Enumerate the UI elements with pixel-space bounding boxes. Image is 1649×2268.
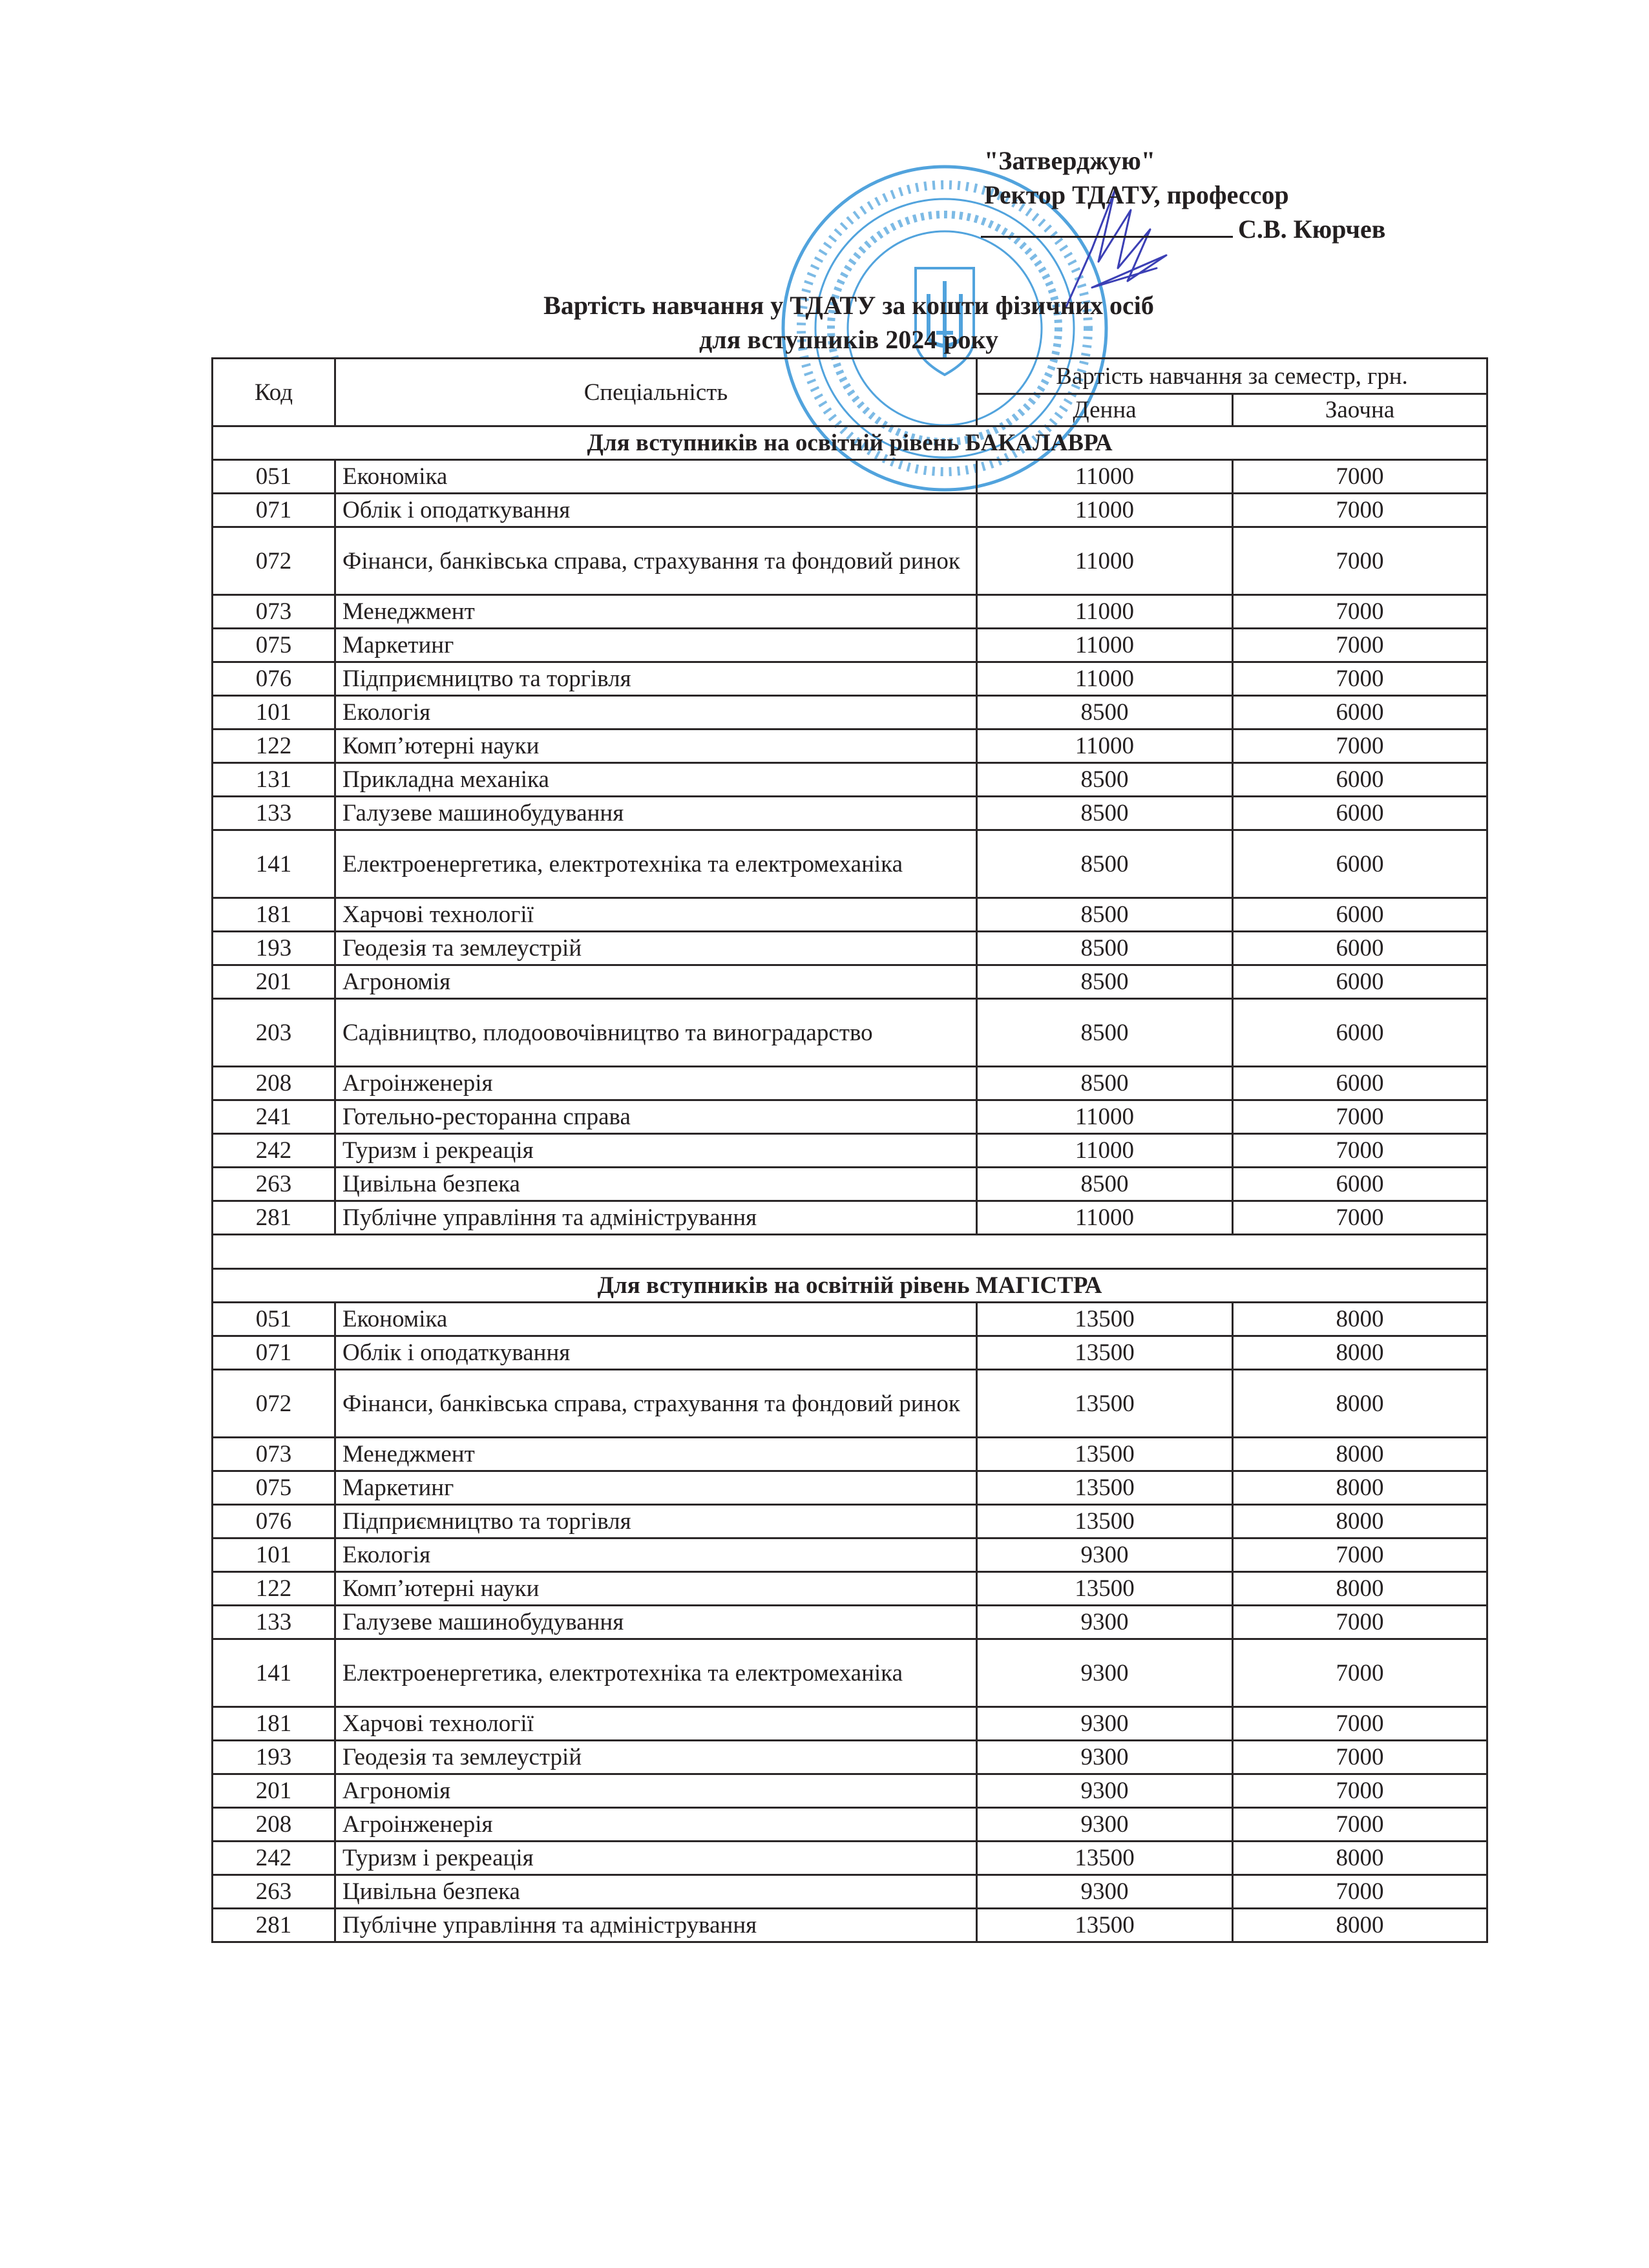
full-time-fee: 13500	[977, 1336, 1233, 1370]
specialty-name: Геодезія та землеустрій	[335, 932, 977, 965]
part-time-fee: 7000	[1233, 629, 1487, 662]
specialty-name: Комп’ютерні науки	[335, 730, 977, 763]
specialty-code: 193	[213, 932, 335, 965]
table-row	[213, 1505, 1487, 1538]
full-time-fee: 9300	[977, 1774, 1233, 1808]
section-header-row	[213, 1269, 1487, 1303]
specialty-name: Галузеве машинобудування	[335, 797, 977, 830]
specialty-code: 101	[213, 1538, 335, 1572]
table-row	[213, 965, 1487, 999]
part-time-fee: 6000	[1233, 1168, 1487, 1201]
table-row	[213, 662, 1487, 696]
table-row	[213, 1438, 1487, 1471]
full-time-fee: 13500	[977, 1909, 1233, 1942]
specialty-code: 051	[213, 1303, 335, 1336]
header-code: Код	[213, 359, 335, 426]
specialty-name: Фінанси, банківська справа, страхування та фондовий ринок	[335, 527, 977, 595]
specialty-name: Підприємництво та торгівля	[335, 1505, 977, 1538]
part-time-fee: 8000	[1233, 1505, 1487, 1538]
full-time-fee: 9300	[977, 1707, 1233, 1741]
specialty-name: Цивільна безпека	[335, 1168, 977, 1201]
specialty-code: 101	[213, 696, 335, 730]
full-time-fee: 8500	[977, 965, 1233, 999]
full-time-fee: 9300	[977, 1538, 1233, 1572]
specialty-name: Харчові технології	[335, 898, 977, 932]
approval-block	[984, 143, 1385, 246]
specialty-code: 072	[213, 1370, 335, 1438]
full-time-fee: 11000	[977, 595, 1233, 629]
part-time-fee: 6000	[1233, 965, 1487, 999]
part-time-fee: 6000	[1233, 797, 1487, 830]
full-time-fee: 8500	[977, 898, 1233, 932]
part-time-fee: 7000	[1233, 662, 1487, 696]
specialty-name: Туризм і рекреація	[335, 1134, 977, 1168]
table-row	[213, 898, 1487, 932]
full-time-fee: 8500	[977, 932, 1233, 965]
part-time-fee: 7000	[1233, 1639, 1487, 1707]
spacer-cell	[213, 1235, 1487, 1269]
part-time-fee: 7000	[1233, 494, 1487, 527]
header-cost: Вартість навчання за семестр, грн.	[977, 359, 1487, 394]
part-time-fee: 6000	[1233, 898, 1487, 932]
full-time-fee: 13500	[977, 1471, 1233, 1505]
part-time-fee: 6000	[1233, 1067, 1487, 1100]
table-row	[213, 1707, 1487, 1741]
table-row	[213, 1134, 1487, 1168]
part-time-fee: 6000	[1233, 696, 1487, 730]
full-time-fee: 11000	[977, 1201, 1233, 1235]
specialty-name: Агрономія	[335, 1774, 977, 1808]
specialty-code: 133	[213, 1606, 335, 1639]
full-time-fee: 11000	[977, 662, 1233, 696]
spacer-row	[213, 1235, 1487, 1269]
full-time-fee: 8500	[977, 763, 1233, 797]
table-row	[213, 830, 1487, 898]
specialty-name: Екологія	[335, 696, 977, 730]
table-row	[213, 1303, 1487, 1336]
part-time-fee: 7000	[1233, 1707, 1487, 1741]
section-header-row	[213, 426, 1487, 460]
approval-position: Ректор ТДАТУ, профессор	[984, 180, 1289, 209]
part-time-fee: 8000	[1233, 1471, 1487, 1505]
specialty-name: Менеджмент	[335, 1438, 977, 1471]
specialty-name: Менеджмент	[335, 595, 977, 629]
specialty-name: Комп’ютерні науки	[335, 1572, 977, 1606]
table-row	[213, 932, 1487, 965]
table-row	[213, 1370, 1487, 1438]
part-time-fee: 7000	[1233, 1808, 1487, 1842]
specialty-code: 076	[213, 662, 335, 696]
full-time-fee: 9300	[977, 1639, 1233, 1707]
full-time-fee: 11000	[977, 1100, 1233, 1134]
header-specialty: Спеціальність	[335, 359, 977, 426]
part-time-fee: 6000	[1233, 830, 1487, 898]
part-time-fee: 8000	[1233, 1909, 1487, 1942]
section-title: Для вступників на освітній рівень МАГІСТРА	[213, 1269, 1487, 1303]
full-time-fee: 11000	[977, 494, 1233, 527]
table-row	[213, 730, 1487, 763]
full-time-fee: 9300	[977, 1606, 1233, 1639]
specialty-name: Підприємництво та торгівля	[335, 662, 977, 696]
specialty-code: 133	[213, 797, 335, 830]
table-row	[213, 999, 1487, 1067]
part-time-fee: 6000	[1233, 763, 1487, 797]
part-time-fee: 7000	[1233, 1134, 1487, 1168]
document-title	[211, 288, 1486, 357]
part-time-fee: 8000	[1233, 1336, 1487, 1370]
table-row	[213, 797, 1487, 830]
table-row	[213, 763, 1487, 797]
specialty-name: Публічне управління та адміністрування	[335, 1909, 977, 1942]
specialty-name: Геодезія та землеустрій	[335, 1741, 977, 1774]
part-time-fee: 7000	[1233, 1741, 1487, 1774]
full-time-fee: 8500	[977, 1067, 1233, 1100]
specialty-name: Цивільна безпека	[335, 1875, 977, 1909]
specialty-name: Маркетинг	[335, 1471, 977, 1505]
part-time-fee: 7000	[1233, 595, 1487, 629]
specialty-name: Фінанси, банківська справа, страхування та фондовий ринок	[335, 1370, 977, 1438]
part-time-fee: 7000	[1233, 527, 1487, 595]
specialty-code: 241	[213, 1100, 335, 1134]
full-time-fee: 9300	[977, 1741, 1233, 1774]
table-row	[213, 527, 1487, 595]
part-time-fee: 7000	[1233, 1538, 1487, 1572]
approval-signature-line	[984, 212, 1385, 246]
signature-underline	[981, 215, 1233, 238]
title-line-2: для вступників 2024 року	[699, 325, 998, 354]
specialty-code: 141	[213, 830, 335, 898]
specialty-name: Економіка	[335, 1303, 977, 1336]
table-row	[213, 1168, 1487, 1201]
specialty-code: 122	[213, 1572, 335, 1606]
table-row	[213, 1639, 1487, 1707]
table-row	[213, 1875, 1487, 1909]
header-part-time: Заочна	[1233, 394, 1487, 426]
table-row	[213, 1067, 1487, 1100]
full-time-fee: 13500	[977, 1505, 1233, 1538]
specialty-name: Агроінженерія	[335, 1808, 977, 1842]
table-row	[213, 1808, 1487, 1842]
table-row	[213, 1201, 1487, 1235]
specialty-code: 242	[213, 1842, 335, 1875]
part-time-fee: 8000	[1233, 1842, 1487, 1875]
part-time-fee: 6000	[1233, 932, 1487, 965]
part-time-fee: 8000	[1233, 1303, 1487, 1336]
part-time-fee: 7000	[1233, 1774, 1487, 1808]
specialty-code: 208	[213, 1067, 335, 1100]
part-time-fee: 7000	[1233, 1606, 1487, 1639]
table-row	[213, 1741, 1487, 1774]
specialty-name: Електроенергетика, електротехніка та електромеханіка	[335, 830, 977, 898]
full-time-fee: 8500	[977, 1168, 1233, 1201]
specialty-code: 201	[213, 965, 335, 999]
part-time-fee: 6000	[1233, 999, 1487, 1067]
specialty-name: Агроінженерія	[335, 1067, 977, 1100]
full-time-fee: 11000	[977, 1134, 1233, 1168]
full-time-fee: 11000	[977, 730, 1233, 763]
specialty-code: 203	[213, 999, 335, 1067]
table-row	[213, 696, 1487, 730]
specialty-code: 075	[213, 1471, 335, 1505]
table-row	[213, 1100, 1487, 1134]
part-time-fee: 7000	[1233, 730, 1487, 763]
specialty-name: Готельно-ресторанна справа	[335, 1100, 977, 1134]
specialty-name: Галузеве машинобудування	[335, 1606, 977, 1639]
specialty-name: Облік і оподаткування	[335, 1336, 977, 1370]
tuition-fees-table	[211, 357, 1488, 1943]
specialty-code: 193	[213, 1741, 335, 1774]
specialty-code: 075	[213, 629, 335, 662]
table-row	[213, 460, 1487, 494]
part-time-fee: 7000	[1233, 1875, 1487, 1909]
specialty-code: 073	[213, 595, 335, 629]
specialty-name: Економіка	[335, 460, 977, 494]
specialty-name: Електроенергетика, електротехніка та електромеханіка	[335, 1639, 977, 1707]
specialty-name: Маркетинг	[335, 629, 977, 662]
part-time-fee: 7000	[1233, 1201, 1487, 1235]
part-time-fee: 8000	[1233, 1370, 1487, 1438]
specialty-code: 122	[213, 730, 335, 763]
full-time-fee: 13500	[977, 1438, 1233, 1471]
full-time-fee: 8500	[977, 797, 1233, 830]
full-time-fee: 8500	[977, 999, 1233, 1067]
specialty-name: Туризм і рекреація	[335, 1842, 977, 1875]
specialty-name: Екологія	[335, 1538, 977, 1572]
table-row	[213, 1842, 1487, 1875]
specialty-code: 263	[213, 1168, 335, 1201]
header-full-time: Денна	[977, 394, 1233, 426]
specialty-name: Прикладна механіка	[335, 763, 977, 797]
specialty-code: 072	[213, 527, 335, 595]
table-row	[213, 629, 1487, 662]
table-row	[213, 1909, 1487, 1942]
full-time-fee: 11000	[977, 460, 1233, 494]
signatory-name: С.В. Кюрчев	[1238, 215, 1386, 244]
table-row	[213, 1572, 1487, 1606]
table-row	[213, 1336, 1487, 1370]
specialty-name: Харчові технології	[335, 1707, 977, 1741]
specialty-code: 141	[213, 1639, 335, 1707]
specialty-code: 281	[213, 1201, 335, 1235]
full-time-fee: 11000	[977, 629, 1233, 662]
specialty-code: 051	[213, 460, 335, 494]
table-row	[213, 1538, 1487, 1572]
full-time-fee: 8500	[977, 830, 1233, 898]
specialty-code: 076	[213, 1505, 335, 1538]
full-time-fee: 13500	[977, 1842, 1233, 1875]
specialty-code: 242	[213, 1134, 335, 1168]
specialty-code: 181	[213, 1707, 335, 1741]
table-row	[213, 595, 1487, 629]
full-time-fee: 13500	[977, 1370, 1233, 1438]
specialty-name: Садівництво, плодоовочівництво та виноградарство	[335, 999, 977, 1067]
table-row	[213, 1774, 1487, 1808]
specialty-name: Агрономія	[335, 965, 977, 999]
part-time-fee: 7000	[1233, 1100, 1487, 1134]
full-time-fee: 13500	[977, 1303, 1233, 1336]
table-header-row	[213, 359, 1487, 394]
full-time-fee: 11000	[977, 527, 1233, 595]
table-row	[213, 1606, 1487, 1639]
part-time-fee: 8000	[1233, 1438, 1487, 1471]
approval-label: "Затверджую"	[984, 146, 1156, 175]
title-line-1: Вартість навчання у ТДАТУ за кошти фізичних осіб	[543, 291, 1154, 320]
specialty-code: 071	[213, 1336, 335, 1370]
specialty-code: 071	[213, 494, 335, 527]
specialty-name: Публічне управління та адміністрування	[335, 1201, 977, 1235]
table-row	[213, 494, 1487, 527]
full-time-fee: 8500	[977, 696, 1233, 730]
specialty-code: 281	[213, 1909, 335, 1942]
specialty-code: 208	[213, 1808, 335, 1842]
section-title: Для вступників на освітній рівень БАКАЛАВРА	[213, 426, 1487, 460]
full-time-fee: 13500	[977, 1572, 1233, 1606]
specialty-code: 263	[213, 1875, 335, 1909]
table-row	[213, 1471, 1487, 1505]
specialty-code: 131	[213, 763, 335, 797]
full-time-fee: 9300	[977, 1875, 1233, 1909]
full-time-fee: 9300	[977, 1808, 1233, 1842]
part-time-fee: 8000	[1233, 1572, 1487, 1606]
specialty-code: 201	[213, 1774, 335, 1808]
specialty-code: 181	[213, 898, 335, 932]
specialty-name: Облік і оподаткування	[335, 494, 977, 527]
part-time-fee: 7000	[1233, 460, 1487, 494]
specialty-code: 073	[213, 1438, 335, 1471]
